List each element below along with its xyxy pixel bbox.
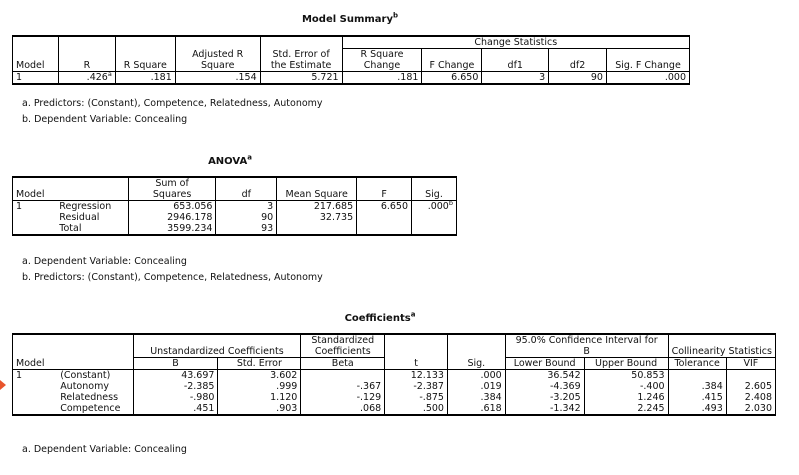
anova-header-sum-of-squares (128, 177, 216, 201)
coef-cell-vif: 2.605 (726, 381, 775, 392)
anova-header-ss-2: Squares (152, 189, 192, 200)
coef-header-t: t (385, 334, 448, 370)
ms-cell-r (58, 69, 115, 85)
anova-title (180, 153, 280, 167)
ms-header-adj-2: Square (200, 60, 235, 71)
coef-header-std-2: Coefficients (314, 346, 371, 357)
ms-header-rsc-2: Change (363, 60, 401, 71)
anova-header-sig: Sig. (412, 177, 457, 201)
ms-header-adj-1: Adjusted R (192, 49, 244, 60)
ms-header-std-error (260, 36, 342, 72)
ms-footnote-b: b. Dependent Variable: Concealing (22, 114, 188, 125)
ms-header-se-1: Std. Error of (272, 49, 330, 60)
ms-cell-r-sup: a (107, 69, 112, 78)
ms-header-model: Model (13, 36, 59, 72)
anova-cell-f: 6.650 (357, 201, 412, 213)
ms-header-se-2: the Estimate (270, 60, 332, 71)
ms-header-df2: df2 (549, 49, 607, 72)
coef-header-unstandardized: Unstandardized Coefficients (133, 334, 301, 358)
coef-cell-upper: 50.853 (584, 370, 668, 382)
coef-header-std-1: Standardized (311, 335, 375, 346)
coef-cell-sig: .000 (447, 370, 505, 382)
coef-header-b: B (133, 358, 218, 370)
anova-header-mean-square: Mean Square (277, 177, 357, 201)
coef-header-standardized (301, 334, 385, 358)
anova-table (12, 176, 457, 236)
coef-header-vif: VIF (726, 358, 775, 370)
anova-cell-ss: 653.056 (128, 201, 216, 213)
coef-cell-sig: .384 (447, 392, 505, 403)
coef-cell-lower: 36.542 (505, 370, 584, 382)
ms-header-rsc-1: R Square (360, 49, 404, 60)
coef-cell-b: -2.385 (133, 381, 218, 392)
coef-header-lower-bound: Lower Bound (505, 358, 584, 370)
anova-header-ss-1: Sum of (155, 178, 189, 189)
anova-cell-df: 90 (216, 212, 277, 223)
coef-header-sig: Sig. (447, 334, 505, 370)
anova-cell-sig-sup: b (448, 198, 453, 207)
ms-cell-sig-f-change: .000 (606, 72, 689, 85)
anova-footnote-a: a. Dependent Variable: Concealing (22, 256, 187, 267)
anova-cell-ss: 2946.178 (128, 212, 216, 223)
ms-header-adj-r-square (175, 36, 260, 72)
model-summary-title-text: Model Summary (301, 14, 393, 25)
coef-cell-tolerance (668, 370, 726, 382)
coef-cell-lower: -4.369 (505, 381, 584, 392)
coef-cell-tolerance: .415 (668, 392, 726, 403)
coef-cell-vif: 2.030 (726, 403, 775, 415)
anova-title-text: ANOVA (208, 156, 248, 167)
coef-header-model: Model (13, 334, 134, 370)
model-summary-title (250, 11, 450, 25)
coef-header-tolerance: Tolerance (668, 358, 726, 370)
anova-cell-ms: 217.685 (277, 201, 357, 213)
ms-cell-model: 1 (13, 72, 59, 85)
ms-cell-r-square-change: .181 (342, 72, 422, 85)
coef-cell-upper: 2.245 (584, 403, 668, 415)
ms-header-r-square: R Square (115, 36, 175, 72)
ms-cell-df2: 90 (549, 72, 607, 85)
ms-header-r: R (58, 36, 115, 72)
anova-cell-sig-empty (412, 223, 457, 235)
coef-cell-lower: -1.342 (505, 403, 584, 415)
model-summary-title-sup: b (393, 11, 399, 20)
anova-header-model: Model (13, 177, 129, 201)
coef-cell-beta: .068 (301, 403, 385, 415)
anova-cell-f-empty (357, 212, 412, 223)
coef-cell-se: 3.602 (218, 370, 301, 382)
coef-cell-beta (301, 370, 385, 382)
ms-cell-df1: 3 (482, 72, 549, 85)
coef-row-label: Autonomy (57, 381, 133, 392)
coef-cell-sig: .019 (447, 381, 505, 392)
coef-cell-upper: 1.246 (584, 392, 668, 403)
coef-cell-upper: -.400 (584, 381, 668, 392)
coef-row-label: Relatedness (57, 392, 133, 403)
coef-cell-t: -2.387 (385, 381, 448, 392)
anova-row-label: Total (56, 223, 128, 235)
coef-cell-t: 12.133 (385, 370, 448, 382)
coef-cell-b: -.980 (133, 392, 218, 403)
anova-title-sup: a (247, 153, 252, 162)
coef-header-ci-1: 95.0% Confidence Interval for (515, 335, 658, 346)
coef-cell-t: -.875 (385, 392, 448, 403)
coef-cell-tolerance: .384 (668, 381, 726, 392)
ms-cell-adj-r-square: .154 (175, 72, 260, 85)
anova-cell-sig-empty (412, 212, 457, 223)
coef-cell-se: 1.120 (218, 392, 301, 403)
coef-cell-beta: -.367 (301, 381, 385, 392)
anova-row-label: Residual (56, 212, 128, 223)
coef-cell-vif (726, 370, 775, 382)
coef-row-label: (Constant) (57, 370, 133, 382)
anova-row-label: Regression (56, 201, 128, 213)
coef-header-collinearity: Collinearity Statistics (668, 334, 775, 358)
anova-cell-ss: 3599.234 (128, 223, 216, 235)
coefficients-table (12, 333, 776, 416)
ms-header-change-statistics: Change Statistics (342, 36, 689, 49)
ms-cell-f-change: 6.650 (422, 72, 482, 85)
ms-header-df1: df1 (482, 49, 549, 72)
coef-header-std-error: Std. Error (218, 358, 301, 370)
coef-cell-lower: -3.205 (505, 392, 584, 403)
ms-footnote-a: a. Predictors: (Constant), Competence, Relatedness, Autonomy (22, 98, 323, 109)
ms-header-sig-f-change: Sig. F Change (606, 49, 689, 72)
model-summary-table (12, 35, 690, 85)
anova-header-f: F (357, 177, 412, 201)
anova-header-df: df (216, 177, 277, 201)
ms-cell-std-error: 5.721 (260, 72, 342, 85)
anova-cell-df: 93 (216, 223, 277, 235)
coef-cell-sig: .618 (447, 403, 505, 415)
coef-footnote-a: a. Dependent Variable: Concealing (22, 444, 187, 455)
coef-header-ci-2: B (583, 346, 590, 357)
coef-cell-t: .500 (385, 403, 448, 415)
coef-cell-vif: 2.408 (726, 392, 775, 403)
coef-cell-se: .999 (218, 381, 301, 392)
ms-cell-r-square: .181 (115, 72, 175, 85)
coef-cell-b: 43.697 (133, 370, 218, 382)
ms-header-r-square-change (342, 49, 422, 72)
coef-header-confidence-interval (505, 334, 668, 358)
coef-cell-tolerance: .493 (668, 403, 726, 415)
ms-cell-r-value: .426 (86, 72, 108, 83)
coef-cell-b: .451 (133, 403, 218, 415)
coef-cell-beta: -.129 (301, 392, 385, 403)
anova-cell-ms-empty (277, 223, 357, 235)
coef-header-beta: Beta (301, 358, 385, 370)
coef-cell-se: .903 (218, 403, 301, 415)
anova-cell-f-empty (357, 223, 412, 235)
coefficients-title (320, 310, 440, 324)
coef-row-label: Competence (57, 403, 133, 415)
anova-cell-df: 3 (216, 201, 277, 213)
anova-footnote-b: b. Predictors: (Constant), Competence, Relatedness, Autonomy (22, 272, 323, 283)
ms-header-f-change: F Change (422, 49, 482, 72)
coefficients-title-sup: a (410, 310, 416, 319)
anova-cell-model: 1 (13, 201, 57, 236)
coef-cell-model: 1 (13, 370, 58, 416)
pointer-arrow-icon (0, 380, 6, 390)
anova-cell-sig (412, 198, 457, 213)
coefficients-title-text: Coefficients (344, 313, 411, 324)
anova-cell-ms: 32.735 (277, 212, 357, 223)
anova-cell-sig-value: .000 (427, 201, 449, 212)
coef-header-upper-bound: Upper Bound (584, 358, 668, 370)
